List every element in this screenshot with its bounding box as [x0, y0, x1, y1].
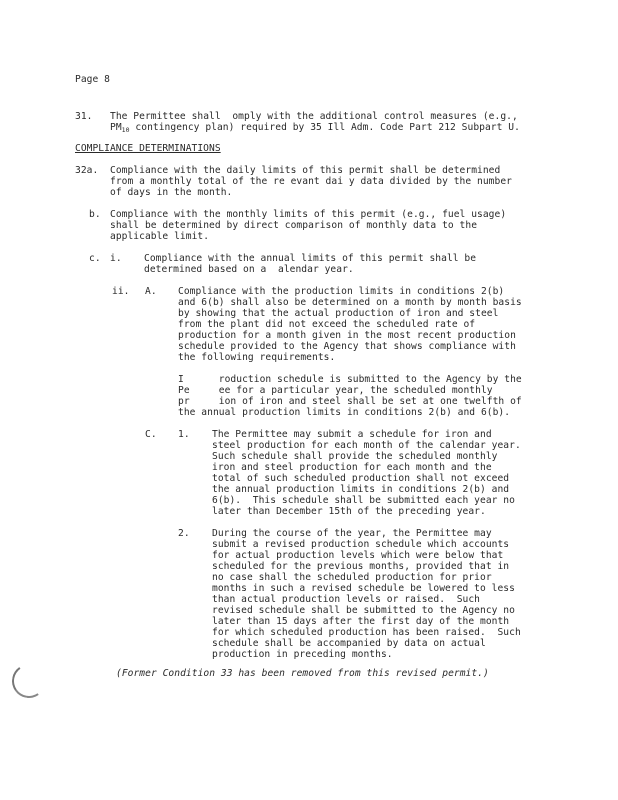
item-C2-line: submit a revised production schedule which accounts	[212, 539, 510, 550]
item-C2-line: for actual production levels which were below that	[212, 550, 504, 561]
item-C2-line: schedule shall be accompanied by data on actual	[212, 638, 486, 649]
item-31-line-1: The Permittee shall omply with the additional control measures (e.g.,	[110, 111, 518, 122]
section-heading: COMPLIANCE DETERMINATIONS	[75, 143, 221, 154]
scan-artifact-mark	[9, 661, 48, 700]
item-C2-line: scheduled for the previous months, provided that in	[212, 561, 510, 572]
item-C1-line: Such schedule shall provide the scheduled monthly	[212, 451, 498, 462]
page-label: Page 8	[75, 74, 110, 85]
removed-condition-note: (Former Condition 33 has been removed from this revised permit.)	[116, 668, 489, 679]
item-c-i-number: i.	[110, 253, 122, 264]
item-31-number: 31.	[75, 111, 93, 122]
item-c-i-line: Compliance with the annual limits of this permit shall be	[144, 253, 477, 264]
item-b-line: Compliance with the monthly limits of this permit (e.g., fuel usage)	[110, 209, 507, 220]
item-32a-line: Compliance with the daily limits of this permit shall be determined	[110, 165, 501, 176]
item-A-line: Compliance with the production limits in conditions 2(b)	[178, 286, 505, 297]
item-C1-line: later than December 15th of the preceding year.	[212, 506, 486, 517]
item-A-line: production for a month given in the most recent production	[178, 330, 516, 341]
item-b-line: shall be determined by direct comparison of monthly data to the	[110, 220, 478, 231]
item-C1-line: total of such scheduled production shall not exceed	[212, 473, 510, 484]
item-B-line: the annual production limits in conditions 2(b) and 6(b).	[178, 407, 511, 418]
item-c-ii-A-number: A.	[145, 286, 157, 297]
item-C1-number: 1.	[178, 429, 190, 440]
item-A-line: by showing that the actual production of iron and steel	[178, 308, 499, 319]
item-b-line: applicable limit.	[110, 231, 210, 242]
item-C2-line: months in such a revised schedule be lowered to less	[212, 583, 515, 594]
item-C1-line: the annual production limits in conditions 2(b) and	[212, 484, 510, 495]
item-32a-line: from a monthly total of the re evant dai y data divided by the number	[110, 176, 512, 187]
item-c-i-line: determined based on a alendar year.	[144, 264, 354, 275]
item-C2-line: for which scheduled production has been raised. Such	[212, 627, 521, 638]
item-31-line-2: $PM_{10}$ contingency plan) required by 35 Ill Adm. Code Part 212 Subpart U.	[110, 122, 520, 134]
item-C1-line: iron and steel production for each month and the	[212, 462, 492, 473]
item-C2-line: than actual production levels or raised. Such	[212, 594, 480, 605]
item-C2-line: no case shall the scheduled production for prior	[212, 572, 492, 583]
item-32a-number: 32a.	[75, 165, 99, 176]
item-b-number: b.	[89, 209, 101, 220]
item-C1-line: steel production for each month of the calendar year.	[212, 440, 521, 451]
item-C2-line: production in preceding months.	[212, 649, 393, 660]
item-A-line: schedule provided to the Agency that shows compliance with	[178, 341, 516, 352]
item-C1-line: The Permittee may submit a schedule for iron and	[212, 429, 492, 440]
item-C1-line: 6(b). This schedule shall be submitted each year no	[212, 495, 515, 506]
item-B-line: I roduction schedule is submitted to the Agency by the	[178, 374, 522, 385]
item-C2-number: 2.	[178, 528, 190, 539]
item-B-line: Pe ee for a particular year, the scheduled monthly	[178, 385, 493, 396]
item-c-ii-number: ii.	[112, 286, 130, 297]
item-C2-line: During the course of the year, the Permittee may	[212, 528, 492, 539]
item-32a-line: of days in the month.	[110, 187, 233, 198]
item-A-line: from the plant did not exceed the scheduled rate of	[178, 319, 476, 330]
item-C-number: C.	[145, 429, 157, 440]
item-C2-line: revised schedule shall be submitted to the Agency no	[212, 605, 515, 616]
item-A-line: the following requirements.	[178, 352, 336, 363]
item-C2-line: later than 15 days after the first day of the month	[212, 616, 510, 627]
item-A-line: and 6(b) shall also be determined on a month by month basis	[178, 297, 522, 308]
item-B-line: pr ion of iron and steel shall be set at one twelfth of	[178, 396, 522, 407]
item-c-number: c.	[89, 253, 101, 264]
